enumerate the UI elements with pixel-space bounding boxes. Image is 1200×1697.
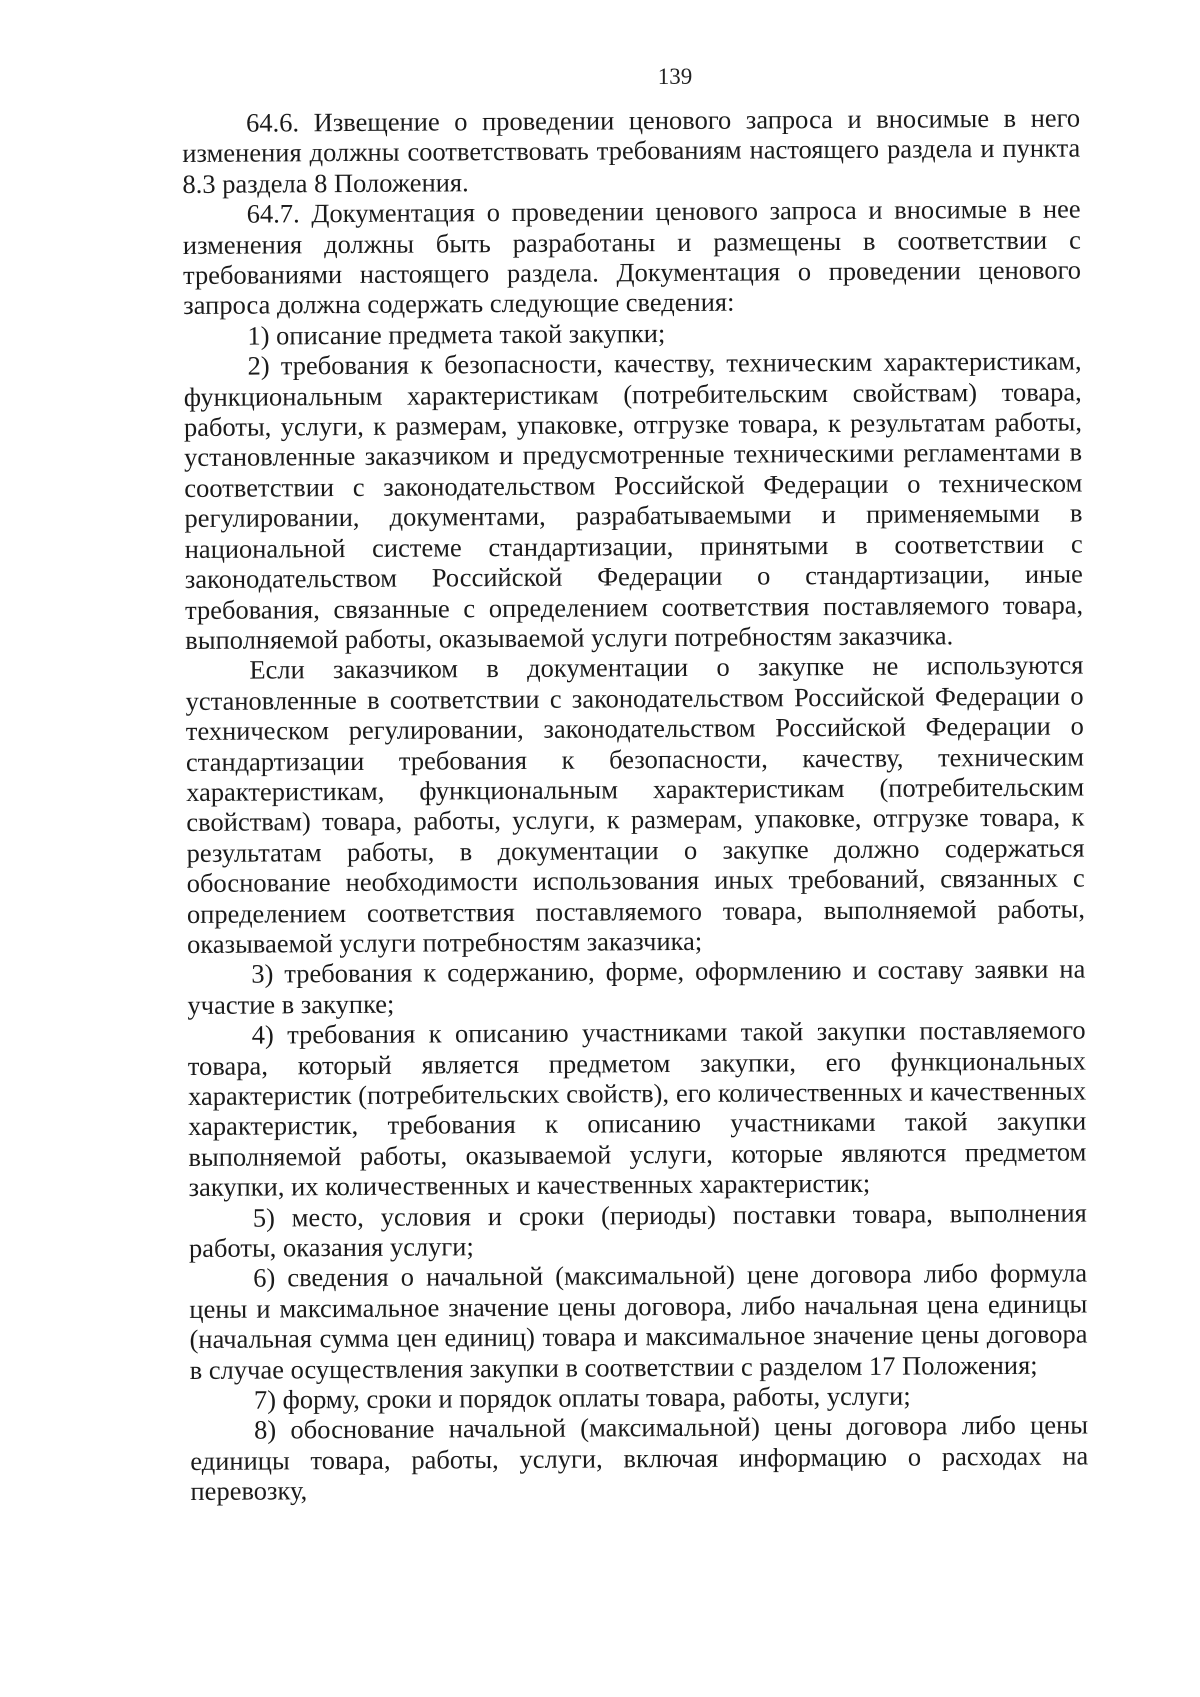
- paragraph-64-6: 64.6. Извещение о проведении ценового запроса и вносимые в него изменения должны соответствовать требованиям настоящего раздела и пункта 8.3 раздела 8 Положения.: [182, 102, 1081, 199]
- list-item-2-continuation: Если заказчиком в документации о закупке не используются установленные в соответствии с законодательством Российской Федерации о техническом регулировании, законодательством Российской Федерации о стандартизации требования к безопасности, качеству, техническим характеристикам, функциональным характеристикам (потребительским свойствам) товара, работы, услуги, к размерам, упаковке, отгрузке товара, к результатам работы, в документации о закупке должно содержаться обоснование необходимости использования иных требований, связанных с определением соответствия поставляемого товара, выполняемой работы, оказываемой услуги потребностям заказчика;: [185, 649, 1085, 959]
- list-item-6: 6) сведения о начальной (максимальной) цене договора либо формула цены и максимальное значение цены договора, либо начальная цена единицы (начальная сумма цен единиц) товара и максимальное значение цены договора в случае осуществления закупки в соответствии с разделом 17 Положения;: [189, 1257, 1088, 1385]
- list-item-2: 2) требования к безопасности, качеству, техническим характеристикам, функциональным характеристикам (потребительским свойствам) товара, работы, услуги, к размерам, упаковке, отгрузке товара, к результатам работы, установленные заказчиком и предусмотренные техническими регламентами в соответствии с законодательством Российской Федерации о техническом регулировании, документами, разрабатываемыми и применяемыми в национальной системе стандартизации, принятыми в соответствии с законодательством Российской Федерации о стандартизации, иные требования, связанные с определением соответствия поставляемого товара, выполняемой работы, оказываемой услуги потребностям заказчика.: [183, 345, 1084, 655]
- list-item-3: 3) требования к содержанию, форме, оформлению и составу заявки на участие в закупке;: [187, 953, 1086, 1020]
- list-item-4: 4) требования к описанию участниками такой закупки поставляемого товара, который является предметом закупки, его функциональных характеристик (потребительских свойств), его количественных и качественных характеристик, требования к описанию участниками такой закупки выполняемой работы, оказываемой услуги, которые являются предметом закупки, их количественных и качественных характеристик;: [187, 1014, 1087, 1203]
- paragraph-64-7: 64.7. Документация о проведении ценового запроса и вносимые в нее изменения должны быть разработаны и размещены в соответствии с требованиями настоящего раздела. Документация о проведении ценового запроса должна содержать следующие сведения:: [182, 193, 1082, 321]
- list-item-5: 5) место, условия и сроки (периоды) поставки товара, выполнения работы, оказания услуги;: [188, 1197, 1087, 1264]
- list-item-7: 7) форму, сроки и порядок оплаты товара, работы, услуги;: [253, 1380, 911, 1415]
- document-body: [182, 103, 1089, 1507]
- page-number: 139: [657, 64, 693, 89]
- list-item-8: 8) обоснование начальной (максимальной) цены договора либо цены единицы товара, работы, услуги, включая информацию о расходах на перевозку,: [190, 1409, 1089, 1507]
- list-item-1: 1) описание предмета такой закупки;: [247, 317, 666, 351]
